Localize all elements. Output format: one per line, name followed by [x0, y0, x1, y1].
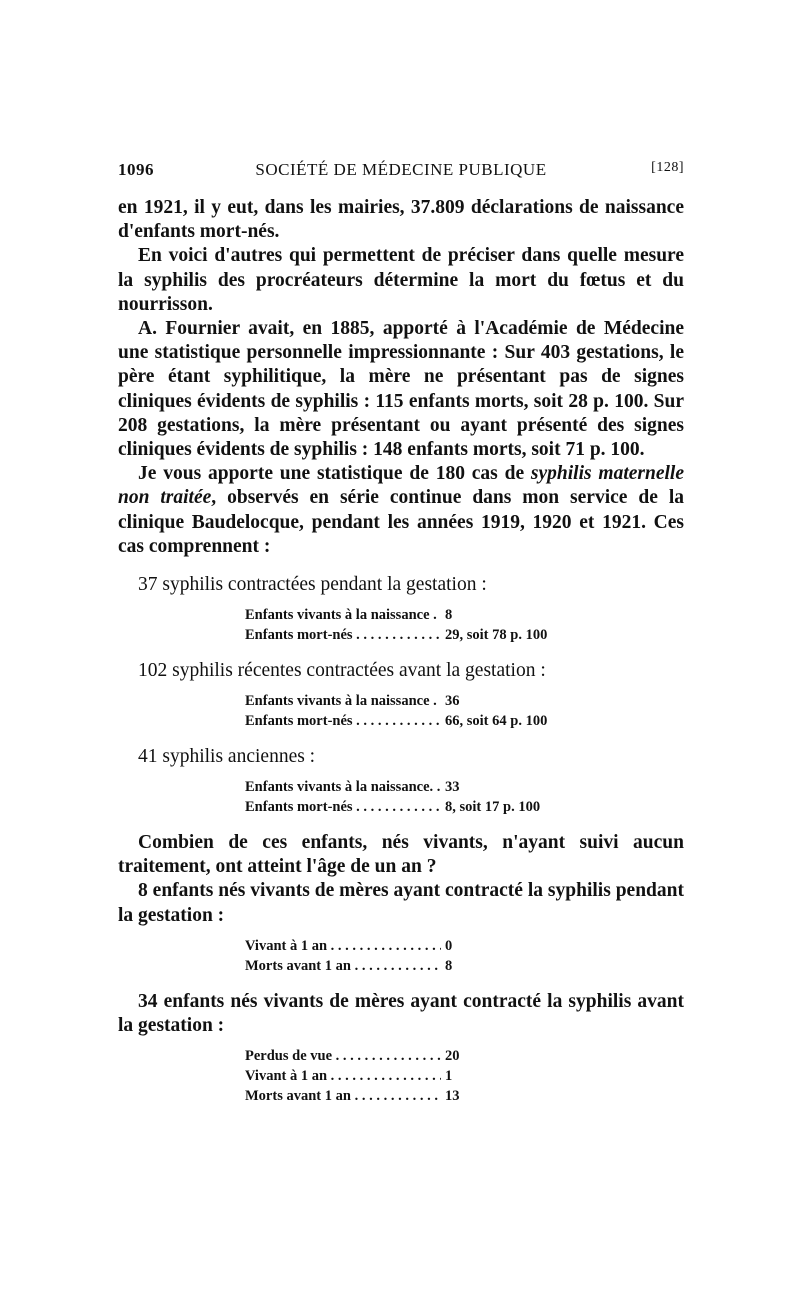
- paragraph-7: 34 enfants nés vivants de mères ayant contracté la syphilis avant la gestation :: [118, 990, 684, 1037]
- page-reference: [128]: [651, 160, 684, 175]
- paragraph-4-italic: syphilis maternelle non traitée: [118, 463, 684, 509]
- row-value: 8: [445, 957, 453, 974]
- table-row: [245, 711, 571, 731]
- group-heading-3: 41 syphilis anciennes :: [138, 746, 316, 768]
- paragraph-4-start: Je vous apporte une statistique de 180 cas de: [138, 463, 531, 485]
- paragraph-3: A. Fournier avait, en 1885, apporté à l'Académie de Médecine une statistique personnelle impressionnante : Sur 403 gestations, le père étant syphilitique, la mère ne présentant pas de signes cliniques évidents de syphilis : 115 enfants morts, soit 28 p. 100. Sur 208 gestations, la mère présentant ou ayant présenté des signes cliniques évidents de syphilis : 148 enfants morts, soit 71 p. 100.: [118, 318, 684, 461]
- page-body: [118, 196, 684, 1106]
- page-header: [118, 160, 684, 184]
- row-label: Morts avant 1 an . . .: [245, 1086, 441, 1106]
- row-label: Perdus de vue . . .: [245, 1046, 441, 1066]
- group-heading-1: 37 syphilis contractées pendant la gestation :: [138, 574, 487, 596]
- row-value: 36: [445, 693, 460, 710]
- row-label: Enfants vivants à la naissance. . . .: [245, 777, 441, 797]
- table-row: [245, 1046, 571, 1066]
- table-row: [245, 1066, 571, 1086]
- row-value: 8, soit 17 p. 100: [445, 799, 541, 816]
- row-label: Enfants mort-nés . . .: [245, 797, 441, 817]
- row-value: 13: [445, 1088, 460, 1105]
- paragraph-2: En voici d'autres qui permettent de préciser dans quelle mesure la syphilis des procréateurs détermine la mort du fœtus et du nourrisson.: [118, 245, 684, 315]
- row-value: 8: [445, 607, 453, 624]
- table-before-gestation: [245, 1046, 571, 1106]
- page-number: 1096: [118, 160, 154, 179]
- paragraph-1: en 1921, il y eut, dans les mairies, 37.809 déclarations de naissance d'enfants mort-nés.: [118, 197, 684, 243]
- row-label: Enfants mort-nés . . .: [245, 625, 441, 645]
- table-row: [245, 1086, 571, 1106]
- row-value: 1: [445, 1068, 453, 1085]
- group-table-1: [245, 605, 571, 645]
- row-label: Enfants vivants à la naissance . . .: [245, 605, 441, 625]
- table-row: [245, 691, 571, 711]
- row-value: 29, soit 78 p. 100: [445, 627, 548, 644]
- row-label: Morts avant 1 an . . .: [245, 956, 441, 976]
- table-row: [245, 797, 571, 817]
- table-row: [245, 956, 571, 976]
- paragraph-5: Combien de ces enfants, nés vivants, n'ayant suivi aucun traitement, ont atteint l'âge de un an ?: [118, 832, 684, 878]
- row-value: 33: [445, 779, 460, 796]
- table-row: [245, 777, 571, 797]
- table-row: [245, 625, 571, 645]
- paragraph-4-end: , observés en série continue dans mon service de la clinique Baudelocque, pendant les années 1919, 1920 et 1921. Ces cas comprennent :: [118, 487, 684, 557]
- row-label: Enfants vivants à la naissance . . .: [245, 691, 441, 711]
- table-row: [245, 605, 571, 625]
- table-gestation: [245, 936, 571, 976]
- group-heading-2: 102 syphilis récentes contractées avant la gestation :: [138, 660, 546, 682]
- row-value: 0: [445, 937, 453, 954]
- row-label: Vivant à 1 an . . .: [245, 1066, 441, 1086]
- group-table-2: [245, 691, 571, 731]
- row-label: Vivant à 1 an . . .: [245, 936, 441, 956]
- group-table-3: [245, 777, 571, 817]
- table-row: [245, 936, 571, 956]
- row-value: 66, soit 64 p. 100: [445, 713, 548, 730]
- paragraph-6: 8 enfants nés vivants de mères ayant contracté la syphilis pendant la gestation :: [118, 880, 684, 926]
- row-label: Enfants mort-nés . . .: [245, 711, 441, 731]
- row-value: 20: [445, 1048, 460, 1065]
- running-title: SOCIÉTÉ DE MÉDECINE PUBLIQUE: [255, 160, 547, 179]
- paragraph-4: [118, 462, 684, 559]
